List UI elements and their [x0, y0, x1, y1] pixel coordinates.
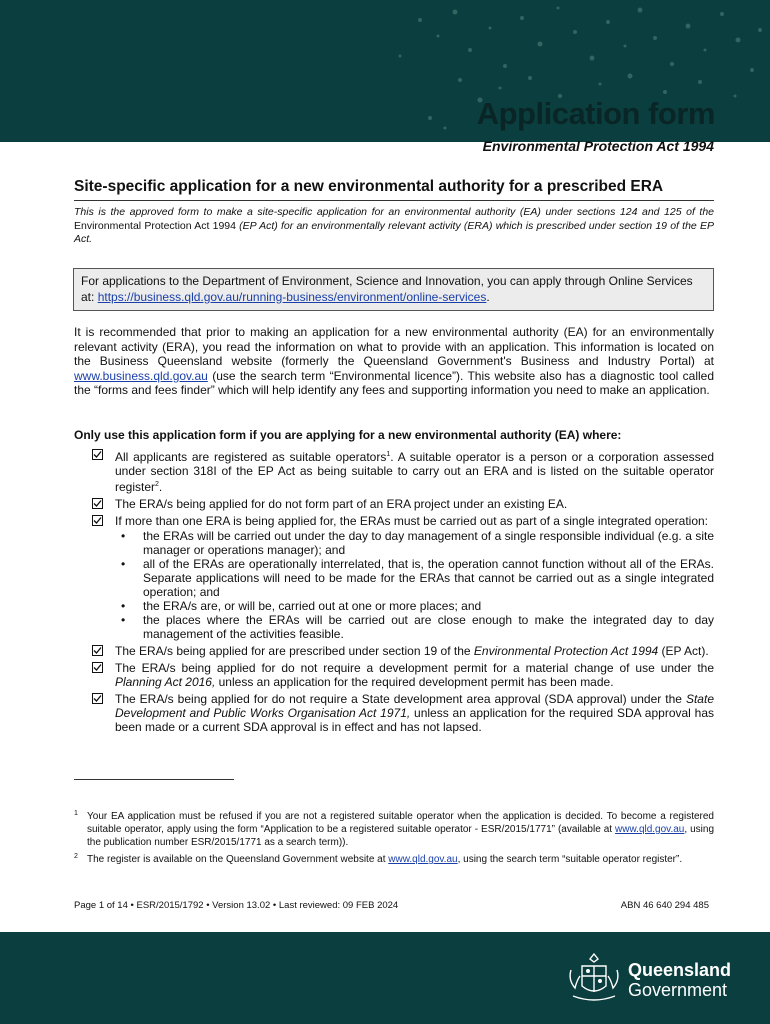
criteria-item: The ERA/s being applied for do not require a development permit for a material change of use under the Planning Act 2016, unless an application for the required development permit has been made.	[74, 661, 714, 689]
bullet-item: • the ERAs will be carried out under the day to day management of a single responsible individual (e.g. a site manager or operations manager); and	[121, 529, 714, 557]
criteria-item: The ERA/s being applied for do not require a State development area approval (SDA approval) under the State Development and Public Works Organisation Act 1971, unless an application for the required SDA approval has been made or a current SDA approval is in effect and has not lapsed.	[74, 692, 714, 734]
checked-box-icon	[92, 693, 103, 704]
footnote-divider	[74, 779, 234, 780]
checked-box-icon	[92, 645, 103, 656]
abn-number: ABN 46 640 294 485	[620, 900, 709, 911]
intro-text: This is the approved form to make a site-specific application for an environmental authority (EA) under sections 124 and 125 of the Environmental Protection Act 1994 (EP Act) for an environmentally relevant activity (ERA) which is prescribed under section 19 of the EP Act.	[74, 206, 714, 245]
bullet-icon: •	[121, 529, 126, 543]
bullet-list	[115, 529, 714, 641]
form-subtitle: Environmental Protection Act 1994	[482, 138, 714, 154]
footnote: 1 Your EA application must be refused if you are not a registered suitable operator when the application is decided. To become a registered suitable operator, apply using the form “Application to be a registered suitable operator - ESR/2015/1771” (available at www.qld.gov.au, using the publication number ESR/2015/1771 as a search term)).	[74, 810, 714, 848]
footnotes	[74, 810, 714, 870]
checked-box-icon	[92, 662, 103, 673]
qld-gov-link[interactable]: www.qld.gov.au	[615, 824, 685, 835]
page-info: Page 1 of 14 • ESR/2015/1792 • Version 13.02 • Last reviewed: 09 FEB 2024	[74, 900, 399, 911]
criteria-item: The ERA/s being applied for are prescribed under section 19 of the Environmental Protection Act 1994 (EP Act).	[74, 644, 714, 658]
criteria-item: The ERA/s being applied for do not form part of an ERA project under an existing EA.	[74, 497, 714, 511]
criteria-item: All applicants are registered as suitable operators$^1$. A suitable operator is a person or a corporation assessed under section 318I of the EP Act as being suitable to carry out an ERA and is listed on the suitable operator register$^2$.	[74, 448, 714, 494]
footnote: 2 The register is available on the Queensland Government website at www.qld.gov.au, using the search term “suitable operator register”.	[74, 853, 683, 865]
bullet-icon: •	[121, 599, 126, 613]
bullet-icon: •	[121, 613, 126, 627]
online-services-callout: For applications to the Department of Environment, Science and Innovation, you can apply through Online Services at: https://business.qld.gov.au/running-business/environment/online-services.	[73, 268, 714, 311]
page-title: Site-specific application for a new environmental authority for a prescribed ERA	[74, 178, 714, 201]
recommendation-paragraph: It is recommended that prior to making an application for a new environmental authority (EA) for an environmentally relevant activity (ERA), you read the information on what to provide with an application. This information is located on the Business Queensland website (formerly the Queensland Government's Business and Industry Portal) at www.business.qld.gov.au (use the search term “Environmental licence”). This website also has a diagnostic tool called the “forms and fees finder” which will help identify any fees and supporting information you need to make an application.	[74, 325, 714, 397]
queensland-crest-icon	[565, 950, 623, 1006]
bullet-item: • all of the ERAs are operationally interrelated, that is, the operation cannot function without all of the ERAs. Separate applications will need to be made for the ERAs that cannot be carried out as a single integrated operation; and	[121, 557, 714, 599]
bullet-item: • the places where the ERAs will be carried out are close enough to make the integrated day to day management of the activities feasible.	[121, 613, 714, 641]
criteria-item: If more than one ERA is being applied for, the ERAs must be carried out as part of a single integrated operation: • the ERAs will be carried out under the day to day management of a single responsible individual (e.g. a site manager or operations manager); and • all of the ERAs are operationally interrelated, that is, the operation cannot function without all of the ERAs. Separate applications will need to be made for the ERAs that cannot be carried out as a single integrated operation; and • the ERA/s are, or will be, carried out at one or more places; and • the places where the ERAs will be carried out are close enough to make the integrated day to day management of the activities feasible.	[74, 514, 714, 641]
queensland-government-logo: Queensland Government	[628, 960, 732, 1000]
bullet-icon: •	[121, 557, 126, 571]
online-services-link[interactable]: https://business.qld.gov.au/running-business/environment/online-services	[97, 289, 487, 304]
qld-gov-link[interactable]: www.qld.gov.au	[388, 854, 458, 865]
criteria-heading: Only use this application form if you are applying for a new environmental authority (EA) where:	[74, 428, 622, 442]
checked-box-icon	[92, 449, 103, 460]
bullet-item: • the ERA/s are, or will be, carried out at one or more places; and	[121, 599, 482, 613]
page-footer	[74, 900, 714, 911]
checked-box-icon	[92, 498, 103, 509]
checked-box-icon	[92, 515, 103, 526]
form-title: Application form	[476, 96, 715, 131]
criteria-checklist	[74, 448, 714, 737]
business-qld-link[interactable]: www.business.qld.gov.au	[74, 368, 208, 383]
